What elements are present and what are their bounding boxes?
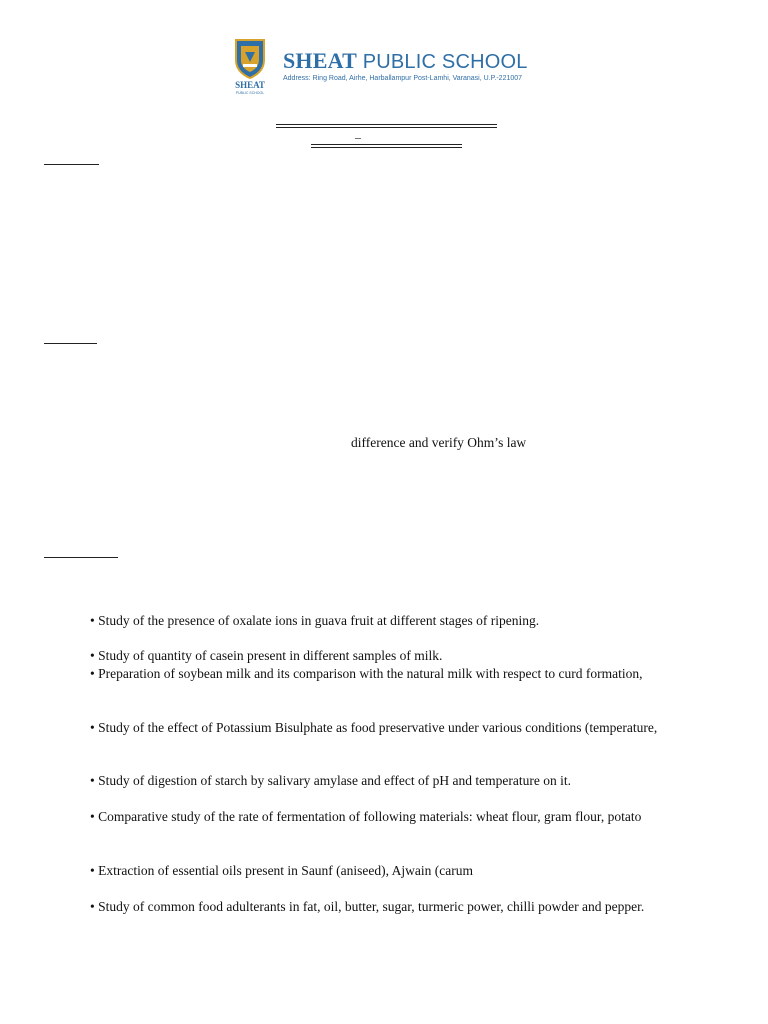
section-heading-underline-1: [44, 164, 99, 165]
school-name-rest: PUBLIC SCHOOL: [356, 51, 528, 73]
school-address: Address: Ring Road, Airhe, Harballampur Post-Lamhi, Varanasi, U.P.-221007: [283, 75, 523, 82]
list-item: • Study of digestion of starch by salivary amylase and effect of pH and temperature on it.: [90, 773, 571, 789]
school-name: [283, 49, 528, 74]
section-heading-underline-3: [44, 557, 118, 558]
school-name-bold: SHEAT: [283, 48, 357, 73]
title-dash: –: [355, 130, 361, 144]
school-logo: [233, 38, 267, 98]
list-item: • Study of the presence of oxalate ions in guava fruit at different stages of ripening.: [90, 613, 539, 629]
list-item: • Study of the effect of Potassium Bisulphate as food preservative under various conditions (temperature,: [90, 720, 657, 736]
subtitle-rule-2: [311, 147, 462, 148]
subtitle-rule-1: [311, 144, 462, 145]
logo-text: SHEAT: [235, 80, 265, 90]
list-item: • Study of common food adulterants in fat, oil, butter, sugar, turmeric power, chilli powder and pepper.: [90, 899, 644, 915]
list-item: • Comparative study of the rate of fermentation of following materials: wheat flour, gram flour, potato: [90, 809, 641, 825]
list-item: • Study of quantity of casein present in different samples of milk.: [90, 648, 442, 664]
list-item: • Preparation of soybean milk and its comparison with the natural milk with respect to curd formation,: [90, 666, 642, 682]
list-item: • Extraction of essential oils present in Saunf (aniseed), Ajwain (carum: [90, 863, 473, 879]
title-rule-2: [276, 127, 497, 128]
ohms-law-text: difference and verify Ohm’s law: [351, 435, 527, 450]
logo-subtext: PUBLIC SCHOOL: [235, 91, 265, 95]
title-rule-1: [276, 124, 497, 125]
section-heading-underline-2: [44, 343, 97, 344]
